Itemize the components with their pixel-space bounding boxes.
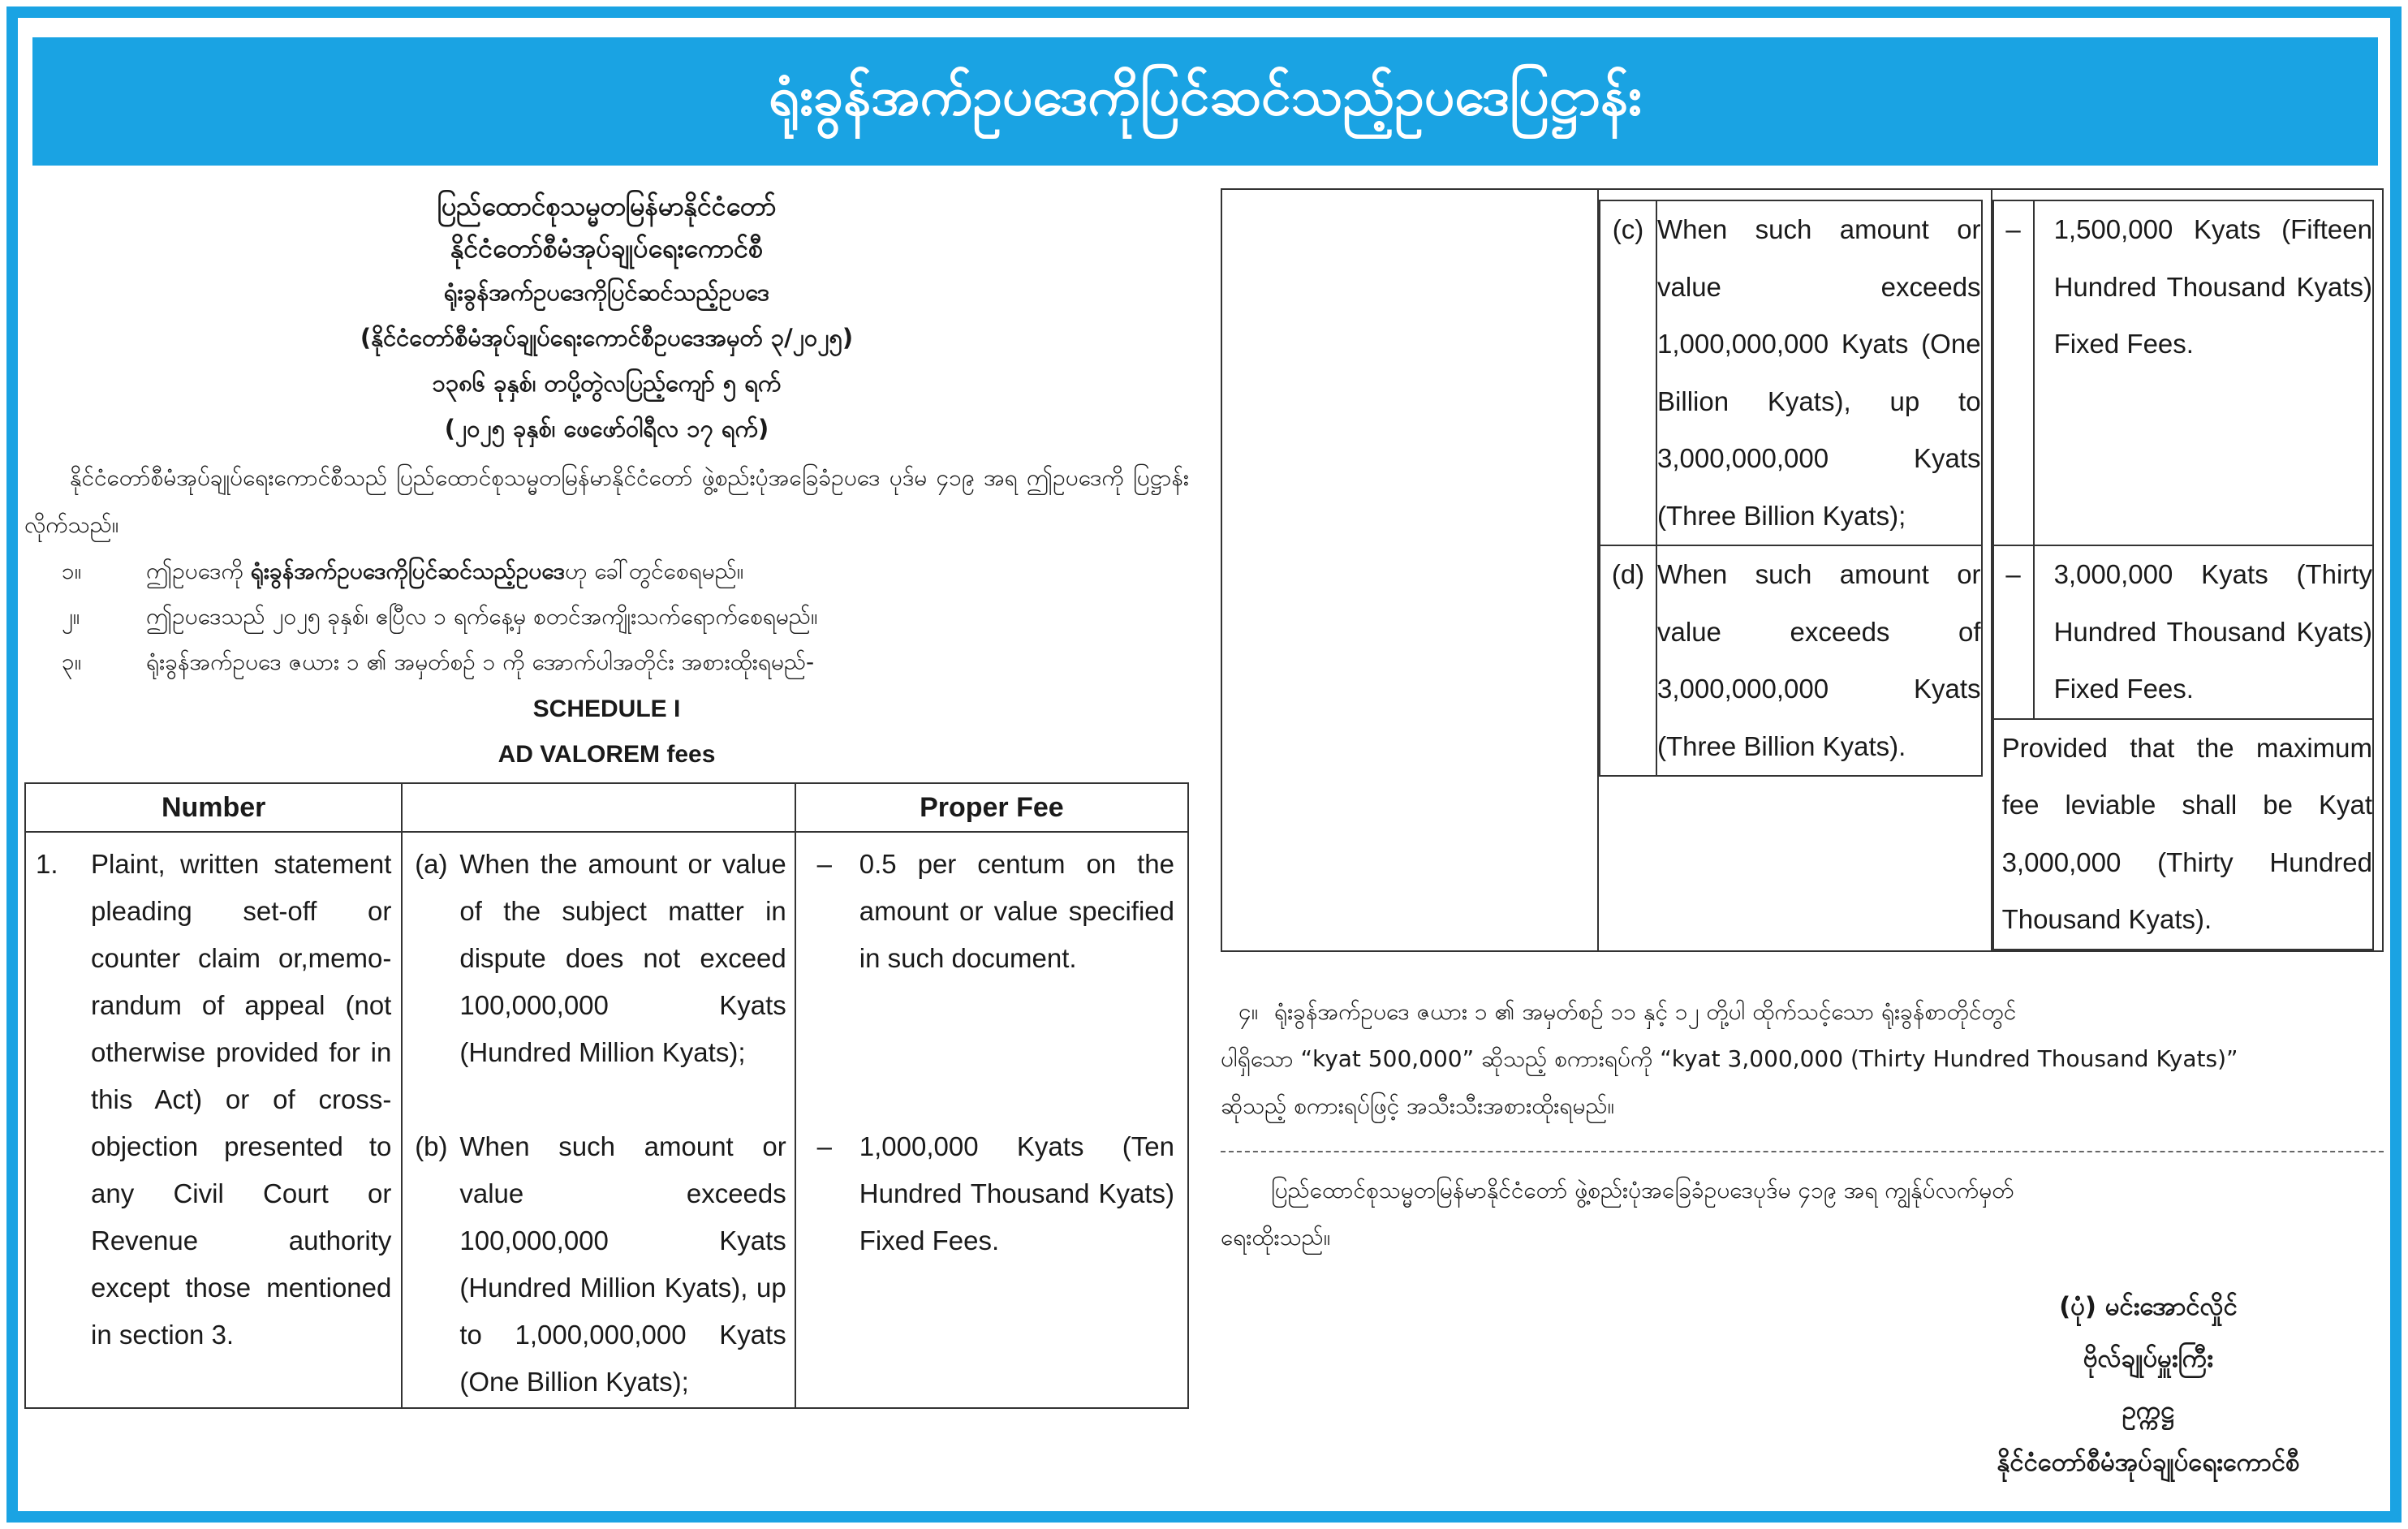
condition-inner [1599,200,1983,777]
section-4-text-3: ဆိုသည့် စကားရပ်ဖြင့် အသီးသီးအစားထိုးရမည်။ [1221,1092,1614,1119]
section-item [24,549,1189,594]
row-number: 1. [36,849,58,879]
fee-table-continued [1221,188,2384,952]
cond-b-label: (b) [415,1131,448,1161]
cond-c-label: (c) [1600,200,1656,545]
intro-paragraph: နိုင်ငံတော်စီမံအုပ်ချုပ်ရေးကောင်စီသည် ပြည်ထောင်စုသမ္မတမြန်မာနိုင်ငံတော် ဖွဲ့စည်းပုံအခြေခံဥပဒေ ပုဒ်မ ၄၁၉ အရ ဤဥပဒေကို ပြဋ္ဌာန်းလိုက်သည်။ [24,464,1189,538]
number-cell-empty [1221,189,1598,951]
signer-name: (ပုံ) မင်းအောင်လှိုင် [2059,1292,2238,1321]
section-text: ရုံးခွန်အက်ဥပဒေ ဇယား ၁ ၏ အမှတ်စဉ် ၁ ကို အောက်ပါအတိုင်း အစားထိုးရမည်- [146,648,815,675]
fee-d-dash: – [1993,545,2034,719]
law-title: ရုံးခွန်အက်ဥပဒေကိုပြင်ဆင်သည့်ဥပဒေ [443,278,770,306]
council-name: နိုင်ငံတော်စီမံအုပ်ချုပ်ရေးကောင်စီ [450,233,763,264]
section-4-number: ၄။ [1238,998,1259,1025]
fee-a-text: 0.5 per centum on the amount or value specified in such document. [859,849,1174,973]
condition-inner [403,841,786,1406]
schedule-subtitle: AD VALOREM fees [498,741,716,768]
cond-b-text: When such amount or value exceeds 100,000,000 Kyats (Hundred Million Kyats), up to 1,000,000,000 Kyats (One Billion Kyats); [459,1131,786,1397]
section-text-bold: ရုံးခွန်အက်ဥပဒေကိုပြင်ဆင်သည့်ဥပဒေ [250,558,566,584]
cond-a-text: When the amount or value of the subject matter in dispute does not exceed 100,000,000 Kyats (Hundred Million Kyats); [459,849,786,1067]
section-item [24,594,1189,640]
closing-text-1: ပြည်ထောင်စုသမ္မတမြန်မာနိုင်ငံတော် ဖွဲ့စည်းပုံအခြေခံဥပဒေပုဒ်မ ၄၁၉ အရ ကျွန်ုပ်လက်မှတ် [1271,1177,2014,1204]
fee-cell [1992,189,2383,951]
left-column [24,185,1189,1504]
fee-b-text: 1,000,000 Kyats (Ten Hundred Thousand Kyats) Fixed Fees. [859,1131,1174,1256]
gregorian-date: (၂၀၂၅ ခုနှစ်၊ ဖေဖော်ဝါရီလ ၁၇ ရက်) [444,415,769,442]
fee-a-dash: – [816,849,832,879]
cond-a-label: (a) [415,849,448,879]
fee-table [24,782,1189,1409]
header-proper-fee: Proper Fee [795,783,1188,832]
section-text-pre: ဤဥပဒေကို [146,558,251,584]
table-header-row [25,783,1188,832]
proviso-text: Provided that the maximum fee leviable shall be Kyat 3,000,000 (Thirty Hundred Thousand Kyats). [1993,719,2373,950]
state-name: ပြည်ထောင်စုသမ္မတမြန်မာနိုင်ငံတော် [437,191,777,222]
right-column [1221,185,2384,1504]
cond-d-text: When such amount or value exceeds of 3,000,000,000 Kyats (Three Billion Kyats). [1656,545,1982,776]
closing-statement [1221,1167,2384,1261]
fee-d-text: 3,000,000 Kyats (Thirty Hundred Thousand Kyats) Fixed Fees. [2034,545,2373,719]
banner-title: ရုံးခွန်အက်ဥပဒေကိုပြင်ဆင်သည့်ဥပဒေပြဋ္ဌာန်း [769,64,1642,127]
law-number: (နိုင်ငံတော်စီမံအုပ်ချုပ်ရေးကောင်စီဥပဒေအမှတ် ၃/၂၀၂၅) [360,324,854,351]
section-text: ဤဥပဒေသည် ၂၀၂၅ ခုနှစ်၊ ဧပြီလ ၁ ရက်နေ့မှ စတင်အကျိုးသက်ရောက်စေရမည်။ [146,603,818,630]
section-4-text-1: ရုံးခွန်အက်ဥပဒေ ဇယား ၁ ၏ အမှတ်စဉ် ၁၁ နှင့် ၁၂ တို့ပါ ထိုက်သင့်သော ရုံးခွန်စာတိုင်တွင် [1274,998,2017,1025]
fee-inner [796,841,1174,1264]
header-blank [402,783,795,832]
fee-c-dash: – [1993,200,2034,545]
fee-cell [795,832,1188,1408]
section-4-line [1221,988,2384,1036]
number-inner [36,841,391,1359]
signer-title: ဥက္ကဋ္ဌ [2122,1396,2175,1425]
header-number: Number [25,783,402,832]
schedule-title: SCHEDULE I [532,696,681,722]
table-row [25,832,1188,1408]
title-banner [32,37,2378,166]
section-item [24,640,1189,685]
cond-c-text: When such amount or value exceeds 1,000,000,000 Kyats (One Billion Kyats), up to 3,000,000,000 Kyats (Three Billion Kyats); [1656,200,1982,545]
number-cell [25,832,402,1408]
section-number: ၁။ [62,558,82,584]
signer-rank: ဗိုလ်ချုပ်မှူးကြီး [2083,1344,2214,1373]
section-number: ၃။ [62,648,82,675]
table-row [1221,189,2383,951]
law-header [24,185,1189,451]
fee-c-text: 1,500,000 Kyats (Fifteen Hundred Thousand Kyats) Fixed Fees. [2034,200,2373,545]
dashed-divider [1221,1151,2384,1152]
section-number: ၂။ [62,603,80,630]
closing-text-2: ရေးထိုးသည်။ [1221,1224,1331,1251]
condition-cell [402,832,795,1408]
section-text [146,549,1189,594]
signer-organization: နိုင်ငံတော်စီမံအုပ်ချုပ်ရေးကောင်စီ [1997,1448,2300,1477]
cond-d-label: (d) [1600,545,1656,776]
condition-cell [1598,189,1992,951]
section-4-text-2: ပါရှိသော “kyat 500,000” ဆိုသည့် စကားရပ်ကို “kyat 3,000,000 (Thirty Hundred Thousand Kyats)” [1221,1045,2238,1072]
fee-inner [1992,200,2374,950]
row-description: Plaint, written statement pleading set-off or counter claim or,memo-randum of appeal (not otherwise provided for in this Act) or of cross-objection presented to any Civil Court or Revenue authority except those mentioned in section 3. [91,849,392,1350]
fee-b-dash: – [816,1131,832,1161]
section-4 [1221,988,2384,1130]
section-text-post: ဟု ခေါ်တွင်စေရမည်။ [565,558,744,584]
signature-block [1929,1281,2367,1488]
myanmar-date: ၁၃၈၆ ခုနှစ်၊ တပို့တွဲလပြည့်ကျော် ၅ ရက် [432,369,782,397]
